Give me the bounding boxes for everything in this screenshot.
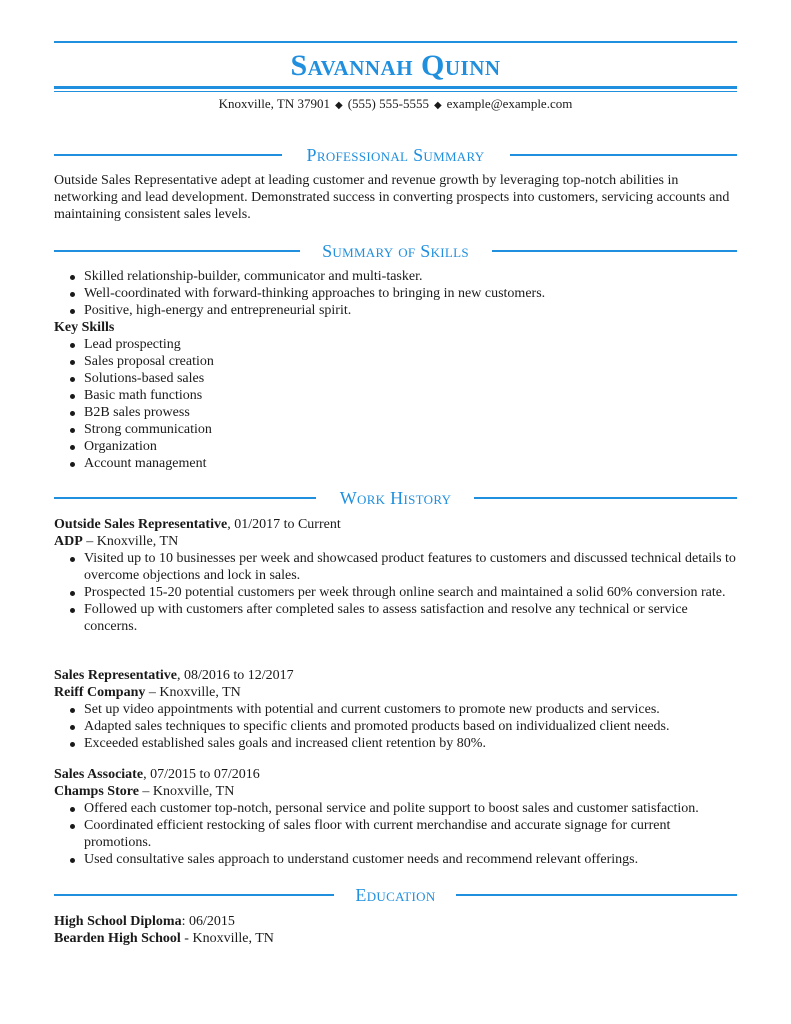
degree: High School Diploma xyxy=(54,914,182,929)
job-company: Champs Store xyxy=(54,784,139,799)
job-role: Sales Associate xyxy=(54,767,144,782)
job-role: Outside Sales Representative xyxy=(54,517,228,532)
list-item: Lead prospecting xyxy=(84,336,737,353)
list-item: Solutions-based sales xyxy=(84,370,737,387)
list-item: Organization xyxy=(84,438,737,455)
diamond-icon: ◆ xyxy=(335,100,343,111)
list-item: Adapted sales techniques to specific clients and promoted products based on individualized client needs. xyxy=(84,718,737,735)
job-entry xyxy=(54,516,737,635)
job-location: – Knoxville, TN xyxy=(82,534,179,549)
job-title-line xyxy=(54,766,737,783)
section-header-skills xyxy=(54,241,737,261)
education-entry xyxy=(54,913,737,947)
list-item: Used consultative sales approach to understand customer needs and recommend relevant offerings. xyxy=(84,851,737,868)
name-underline-thin xyxy=(54,91,737,92)
section-header-work xyxy=(54,488,737,508)
list-item: Skilled relationship-builder, communicator and multi-tasker. xyxy=(84,268,737,285)
list-item: Sales proposal creation xyxy=(84,353,737,370)
contact-location: Knoxville, TN 37901 xyxy=(218,96,330,111)
section-title: Education xyxy=(343,885,447,905)
list-item: Visited up to 10 businesses per week and showcased product features to customers and discussed technical details to overcome objections and lock in sales. xyxy=(84,551,736,583)
school-location: - Knoxville, TN xyxy=(180,931,274,946)
list-item: Basic math functions xyxy=(84,387,737,404)
contact-phone: (555) 555-5555 xyxy=(347,96,429,111)
list-item: Exceeded established sales goals and increased client retention by 80%. xyxy=(84,735,737,752)
job-bullets xyxy=(54,701,737,752)
job-location: – Knoxville, TN xyxy=(138,784,235,799)
school-line xyxy=(54,930,737,947)
diamond-icon: ◆ xyxy=(433,100,442,111)
list-item: Account management xyxy=(84,455,737,472)
job-entry xyxy=(54,766,737,868)
list-item: B2B sales prowess xyxy=(84,404,737,421)
job-title-line xyxy=(54,516,737,533)
job-role: Sales Representative xyxy=(54,668,177,683)
section-title: Work History xyxy=(328,488,464,508)
school: Bearden High School xyxy=(54,931,181,946)
section-header-education xyxy=(54,885,737,905)
list-item: Strong communication xyxy=(84,421,737,438)
key-skills-label: Key Skills xyxy=(54,320,115,335)
summary-text xyxy=(54,172,737,223)
summary-paragraph: Outside Sales Representative adept at leading customer and revenue growth by leveraging top-notch abilities in networking and lead development. Demonstrated success in converting prospects into customers, servicing accounts and maintaining consistent sales levels. xyxy=(54,173,730,222)
job-title-line xyxy=(54,667,737,684)
skills-bullet-list xyxy=(54,268,737,319)
degree-date: : 06/2015 xyxy=(181,914,235,929)
contact-email: example@example.com xyxy=(446,96,573,111)
list-item: Well-coordinated with forward-thinking approaches to bringing in new customers. xyxy=(84,285,737,302)
job-dates: , 07/2015 to 07/2016 xyxy=(143,767,260,782)
degree-line xyxy=(54,913,737,930)
job-entry xyxy=(54,667,737,752)
job-bullets xyxy=(54,800,737,868)
list-item: Set up video appointments with potential and current customers to promote new products and services. xyxy=(84,701,737,718)
job-dates: , 08/2016 to 12/2017 xyxy=(177,668,294,683)
list-item: Positive, high-energy and entrepreneurial spirit. xyxy=(84,302,737,319)
job-company: Reiff Company xyxy=(54,685,146,700)
list-item: Prospected 15-20 potential customers per week through online search and maintained a solid 60% conversion rate. xyxy=(84,584,737,601)
list-item: Coordinated efficient restocking of sales floor with current merchandise and accurate signage for current promotions. xyxy=(84,817,737,851)
list-item: Offered each customer top-notch, personal service and polite support to boost sales and customer satisfaction. xyxy=(84,800,737,817)
contact-line xyxy=(54,96,737,114)
section-header-summary xyxy=(54,145,737,165)
job-dates: , 01/2017 to Current xyxy=(227,517,341,532)
job-company-line xyxy=(54,684,737,701)
candidate-name: Savannah Quinn xyxy=(290,49,501,82)
job-bullets xyxy=(54,550,737,635)
name-underline-thick xyxy=(54,86,737,89)
job-company-line xyxy=(54,533,737,550)
job-location: – Knoxville, TN xyxy=(145,685,241,700)
top-rule xyxy=(54,41,737,43)
key-skills-list xyxy=(54,336,737,472)
section-title: Summary of Skills xyxy=(310,241,481,261)
section-title: Professional Summary xyxy=(295,145,497,165)
skills-block xyxy=(54,268,737,472)
job-company-line xyxy=(54,783,737,800)
list-item: Followed up with customers after completed sales to assess satisfaction and resolve any technical or service concerns. xyxy=(84,601,737,635)
job-company: ADP xyxy=(54,534,83,549)
